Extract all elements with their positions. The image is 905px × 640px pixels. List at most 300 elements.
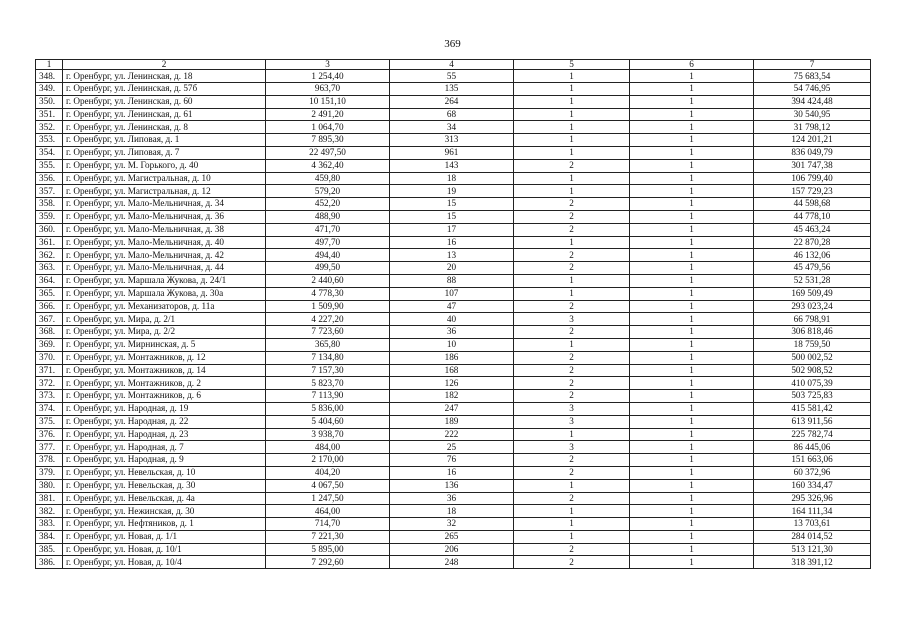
- amount-cell: 75 683,54: [754, 70, 871, 83]
- area-cell: 1 247,50: [266, 492, 390, 505]
- area-cell: 365,80: [266, 338, 390, 351]
- col5-cell: 3: [514, 415, 630, 428]
- count-cell: 247: [390, 402, 514, 415]
- col6-cell: 1: [630, 338, 754, 351]
- col6-cell: 1: [630, 530, 754, 543]
- area-cell: 4 778,30: [266, 287, 390, 300]
- count-cell: 143: [390, 159, 514, 172]
- count-cell: 55: [390, 70, 514, 83]
- address-cell: г. Оренбург, ул. Нежинская, д. 30: [63, 505, 266, 518]
- amount-cell: 66 798,91: [754, 313, 871, 326]
- area-cell: 7 221,30: [266, 530, 390, 543]
- amount-cell: 46 132,06: [754, 249, 871, 262]
- col5-cell: 1: [514, 134, 630, 147]
- col6-cell: 1: [630, 441, 754, 454]
- col6-cell: 1: [630, 274, 754, 287]
- address-cell: г. Оренбург, ул. Маршала Жукова, д. 24/1: [63, 274, 266, 287]
- col5-cell: 1: [514, 287, 630, 300]
- address-cell: г. Оренбург, ул. Невельская, д. 30: [63, 479, 266, 492]
- col5-cell: 2: [514, 454, 630, 467]
- column-header: 2: [63, 60, 266, 70]
- amount-cell: 22 870,28: [754, 236, 871, 249]
- col5-cell: 2: [514, 543, 630, 556]
- col5-cell: 1: [514, 274, 630, 287]
- row-number-cell: 381.: [36, 492, 63, 505]
- col5-cell: 2: [514, 377, 630, 390]
- row-number-cell: 367.: [36, 313, 63, 326]
- amount-cell: 52 531,28: [754, 274, 871, 287]
- table-row: [36, 108, 871, 121]
- table-row: [36, 172, 871, 185]
- count-cell: 126: [390, 377, 514, 390]
- table-row: [36, 338, 871, 351]
- area-cell: 471,70: [266, 223, 390, 236]
- area-cell: 464,00: [266, 505, 390, 518]
- address-cell: г. Оренбург, ул. Липовая, д. 7: [63, 146, 266, 159]
- row-number-cell: 361.: [36, 236, 63, 249]
- amount-cell: 86 445,06: [754, 441, 871, 454]
- column-number-row: [36, 60, 871, 70]
- area-cell: 497,70: [266, 236, 390, 249]
- table-row: [36, 274, 871, 287]
- table-row: [36, 159, 871, 172]
- col6-cell: 1: [630, 134, 754, 147]
- col5-cell: 2: [514, 364, 630, 377]
- amount-cell: 60 372,96: [754, 466, 871, 479]
- address-cell: г. Оренбург, ул. Монтажников, д. 6: [63, 390, 266, 403]
- count-cell: 18: [390, 505, 514, 518]
- count-cell: 206: [390, 543, 514, 556]
- amount-cell: 31 798,12: [754, 121, 871, 134]
- table-row: [36, 390, 871, 403]
- table-row: [36, 95, 871, 108]
- row-number-cell: 378.: [36, 454, 63, 467]
- amount-cell: 45 479,56: [754, 262, 871, 275]
- address-cell: г. Оренбург, ул. Народная, д. 19: [63, 402, 266, 415]
- count-cell: 107: [390, 287, 514, 300]
- address-cell: г. Оренбург, ул. Нефтяников, д. 1: [63, 518, 266, 531]
- table-body: [36, 70, 871, 569]
- amount-cell: 18 759,50: [754, 338, 871, 351]
- row-number-cell: 355.: [36, 159, 63, 172]
- col5-cell: 2: [514, 198, 630, 211]
- col5-cell: 2: [514, 249, 630, 262]
- table-row: [36, 364, 871, 377]
- area-cell: 1 509,90: [266, 300, 390, 313]
- count-cell: 47: [390, 300, 514, 313]
- address-cell: г. Оренбург, ул. Народная, д. 9: [63, 454, 266, 467]
- col5-cell: 2: [514, 262, 630, 275]
- row-number-cell: 351.: [36, 108, 63, 121]
- area-cell: 5 823,70: [266, 377, 390, 390]
- row-number-cell: 359.: [36, 210, 63, 223]
- amount-cell: 613 911,56: [754, 415, 871, 428]
- row-number-cell: 371.: [36, 364, 63, 377]
- row-number-cell: 350.: [36, 95, 63, 108]
- amount-cell: 301 747,38: [754, 159, 871, 172]
- col6-cell: 1: [630, 454, 754, 467]
- col5-cell: 1: [514, 236, 630, 249]
- area-cell: 7 157,30: [266, 364, 390, 377]
- col5-cell: 1: [514, 108, 630, 121]
- address-cell: г. Оренбург, ул. Мало-Мельничная, д. 34: [63, 198, 266, 211]
- amount-cell: 500 002,52: [754, 351, 871, 364]
- row-number-cell: 370.: [36, 351, 63, 364]
- address-cell: г. Оренбург, ул. Невельская, д. 4а: [63, 492, 266, 505]
- col6-cell: 1: [630, 210, 754, 223]
- row-number-cell: 348.: [36, 70, 63, 83]
- col5-cell: 3: [514, 441, 630, 454]
- row-number-cell: 386.: [36, 556, 63, 569]
- col5-cell: 2: [514, 223, 630, 236]
- col5-cell: 1: [514, 428, 630, 441]
- area-cell: 963,70: [266, 83, 390, 96]
- count-cell: 32: [390, 518, 514, 531]
- row-number-cell: 380.: [36, 479, 63, 492]
- area-cell: 1 064,70: [266, 121, 390, 134]
- col5-cell: 1: [514, 505, 630, 518]
- address-cell: г. Оренбург, ул. Невельская, д. 10: [63, 466, 266, 479]
- col5-cell: 2: [514, 556, 630, 569]
- col6-cell: 1: [630, 172, 754, 185]
- address-cell: г. Оренбург, ул. М. Горького, д. 40: [63, 159, 266, 172]
- address-cell: г. Оренбург, ул. Ленинская, д. 18: [63, 70, 266, 83]
- row-number-cell: 373.: [36, 390, 63, 403]
- count-cell: 13: [390, 249, 514, 262]
- amount-cell: 513 121,30: [754, 543, 871, 556]
- col5-cell: 1: [514, 172, 630, 185]
- col6-cell: 1: [630, 505, 754, 518]
- table-row: [36, 543, 871, 556]
- table-row: [36, 236, 871, 249]
- amount-cell: 503 725,83: [754, 390, 871, 403]
- count-cell: 168: [390, 364, 514, 377]
- count-cell: 15: [390, 198, 514, 211]
- address-cell: г. Оренбург, ул. Мало-Мельничная, д. 40: [63, 236, 266, 249]
- row-number-cell: 384.: [36, 530, 63, 543]
- count-cell: 36: [390, 492, 514, 505]
- col5-cell: 2: [514, 351, 630, 364]
- row-number-cell: 363.: [36, 262, 63, 275]
- table-row: [36, 313, 871, 326]
- area-cell: 452,20: [266, 198, 390, 211]
- table-row: [36, 402, 871, 415]
- count-cell: 34: [390, 121, 514, 134]
- table-row: [36, 249, 871, 262]
- col6-cell: 1: [630, 146, 754, 159]
- address-cell: г. Оренбург, ул. Мало-Мельничная, д. 36: [63, 210, 266, 223]
- col6-cell: 1: [630, 159, 754, 172]
- address-cell: г. Оренбург, ул. Монтажников, д. 2: [63, 377, 266, 390]
- amount-cell: 502 908,52: [754, 364, 871, 377]
- area-cell: 484,00: [266, 441, 390, 454]
- amount-cell: 410 075,39: [754, 377, 871, 390]
- count-cell: 10: [390, 338, 514, 351]
- count-cell: 264: [390, 95, 514, 108]
- area-cell: 714,70: [266, 518, 390, 531]
- col6-cell: 1: [630, 351, 754, 364]
- count-cell: 15: [390, 210, 514, 223]
- area-cell: 3 938,70: [266, 428, 390, 441]
- table-row: [36, 146, 871, 159]
- table-row: [36, 262, 871, 275]
- col6-cell: 1: [630, 492, 754, 505]
- row-number-cell: 352.: [36, 121, 63, 134]
- amount-cell: 54 746,95: [754, 83, 871, 96]
- table-row: [36, 492, 871, 505]
- table-row: [36, 377, 871, 390]
- col5-cell: 3: [514, 402, 630, 415]
- area-cell: 2 440,60: [266, 274, 390, 287]
- amount-cell: 394 424,48: [754, 95, 871, 108]
- col5-cell: 2: [514, 492, 630, 505]
- count-cell: 961: [390, 146, 514, 159]
- area-cell: 5 404,60: [266, 415, 390, 428]
- col6-cell: 1: [630, 377, 754, 390]
- col6-cell: 1: [630, 479, 754, 492]
- table-row: [36, 210, 871, 223]
- area-cell: 7 895,30: [266, 134, 390, 147]
- area-cell: 2 170,00: [266, 454, 390, 467]
- col6-cell: 1: [630, 556, 754, 569]
- table-row: [36, 351, 871, 364]
- amount-cell: 44 778,10: [754, 210, 871, 223]
- count-cell: 136: [390, 479, 514, 492]
- col6-cell: 1: [630, 300, 754, 313]
- table-row: [36, 454, 871, 467]
- address-cell: г. Оренбург, ул. Мира, д. 2/2: [63, 326, 266, 339]
- col5-cell: 2: [514, 300, 630, 313]
- col5-cell: 1: [514, 479, 630, 492]
- address-cell: г. Оренбург, ул. Маршала Жукова, д. 30а: [63, 287, 266, 300]
- col5-cell: 2: [514, 466, 630, 479]
- count-cell: 40: [390, 313, 514, 326]
- address-cell: г. Оренбург, ул. Ленинская, д. 8: [63, 121, 266, 134]
- address-cell: г. Оренбург, ул. Новая, д. 10/4: [63, 556, 266, 569]
- count-cell: 189: [390, 415, 514, 428]
- column-header: 6: [630, 60, 754, 70]
- area-cell: 22 497,50: [266, 146, 390, 159]
- count-cell: 19: [390, 185, 514, 198]
- table-row: [36, 415, 871, 428]
- amount-cell: 45 463,24: [754, 223, 871, 236]
- amount-cell: 318 391,12: [754, 556, 871, 569]
- table-row: [36, 530, 871, 543]
- table-row: [36, 83, 871, 96]
- table-row: [36, 223, 871, 236]
- count-cell: 36: [390, 326, 514, 339]
- col5-cell: 1: [514, 83, 630, 96]
- count-cell: 265: [390, 530, 514, 543]
- count-cell: 16: [390, 466, 514, 479]
- address-cell: г. Оренбург, ул. Народная, д. 7: [63, 441, 266, 454]
- address-cell: г. Оренбург, ул. Новая, д. 10/1: [63, 543, 266, 556]
- row-number-cell: 385.: [36, 543, 63, 556]
- table-row: [36, 428, 871, 441]
- amount-cell: 30 540,95: [754, 108, 871, 121]
- col6-cell: 1: [630, 185, 754, 198]
- count-cell: 182: [390, 390, 514, 403]
- col6-cell: 1: [630, 83, 754, 96]
- area-cell: 7 134,80: [266, 351, 390, 364]
- count-cell: 18: [390, 172, 514, 185]
- count-cell: 25: [390, 441, 514, 454]
- amount-cell: 13 703,61: [754, 518, 871, 531]
- address-cell: г. Оренбург, ул. Магистральная, д. 10: [63, 172, 266, 185]
- area-cell: 579,20: [266, 185, 390, 198]
- row-number-cell: 375.: [36, 415, 63, 428]
- col5-cell: 1: [514, 95, 630, 108]
- count-cell: 248: [390, 556, 514, 569]
- row-number-cell: 382.: [36, 505, 63, 518]
- address-cell: г. Оренбург, ул. Народная, д. 23: [63, 428, 266, 441]
- address-cell: г. Оренбург, ул. Монтажников, д. 14: [63, 364, 266, 377]
- row-number-cell: 354.: [36, 146, 63, 159]
- address-cell: г. Оренбург, ул. Магистральная, д. 12: [63, 185, 266, 198]
- col5-cell: 2: [514, 390, 630, 403]
- col6-cell: 1: [630, 108, 754, 121]
- col6-cell: 1: [630, 326, 754, 339]
- count-cell: 222: [390, 428, 514, 441]
- row-number-cell: 372.: [36, 377, 63, 390]
- address-cell: г. Оренбург, ул. Механизаторов, д. 11а: [63, 300, 266, 313]
- amount-cell: 157 729,23: [754, 185, 871, 198]
- col6-cell: 1: [630, 402, 754, 415]
- col6-cell: 1: [630, 428, 754, 441]
- area-cell: 4 362,40: [266, 159, 390, 172]
- col6-cell: 1: [630, 121, 754, 134]
- address-cell: г. Оренбург, ул. Монтажников, д. 12: [63, 351, 266, 364]
- col6-cell: 1: [630, 262, 754, 275]
- row-number-cell: 376.: [36, 428, 63, 441]
- count-cell: 16: [390, 236, 514, 249]
- col5-cell: 1: [514, 518, 630, 531]
- page-number: 369: [444, 38, 461, 50]
- table-row: [36, 479, 871, 492]
- register-table: [35, 59, 871, 569]
- table-row: [36, 441, 871, 454]
- row-number-cell: 365.: [36, 287, 63, 300]
- table-row: [36, 70, 871, 83]
- amount-cell: 836 049,79: [754, 146, 871, 159]
- table-row: [36, 505, 871, 518]
- table-row: [36, 287, 871, 300]
- count-cell: 17: [390, 223, 514, 236]
- area-cell: 1 254,40: [266, 70, 390, 83]
- column-header: 5: [514, 60, 630, 70]
- row-number-cell: 357.: [36, 185, 63, 198]
- col6-cell: 1: [630, 236, 754, 249]
- table-row: [36, 198, 871, 211]
- amount-cell: 106 799,40: [754, 172, 871, 185]
- column-header: 1: [36, 60, 63, 70]
- area-cell: 459,80: [266, 172, 390, 185]
- col6-cell: 1: [630, 466, 754, 479]
- area-cell: 5 836,00: [266, 402, 390, 415]
- row-number-cell: 377.: [36, 441, 63, 454]
- col6-cell: 1: [630, 198, 754, 211]
- amount-cell: 415 581,42: [754, 402, 871, 415]
- row-number-cell: 383.: [36, 518, 63, 531]
- count-cell: 68: [390, 108, 514, 121]
- address-cell: г. Оренбург, ул. Мира, д. 2/1: [63, 313, 266, 326]
- row-number-cell: 369.: [36, 338, 63, 351]
- address-cell: г. Оренбург, ул. Липовая, д. 1: [63, 134, 266, 147]
- area-cell: 5 895,00: [266, 543, 390, 556]
- amount-cell: 306 818,46: [754, 326, 871, 339]
- col5-cell: 1: [514, 146, 630, 159]
- row-number-cell: 360.: [36, 223, 63, 236]
- amount-cell: 124 201,21: [754, 134, 871, 147]
- col6-cell: 1: [630, 95, 754, 108]
- amount-cell: 44 598,68: [754, 198, 871, 211]
- row-number-cell: 356.: [36, 172, 63, 185]
- table-row: [36, 466, 871, 479]
- address-cell: г. Оренбург, ул. Народная, д. 22: [63, 415, 266, 428]
- col6-cell: 1: [630, 543, 754, 556]
- row-number-cell: 374.: [36, 402, 63, 415]
- count-cell: 186: [390, 351, 514, 364]
- amount-cell: 169 509,49: [754, 287, 871, 300]
- area-cell: 4 067,50: [266, 479, 390, 492]
- address-cell: г. Оренбург, ул. Ленинская, д. 57б: [63, 83, 266, 96]
- column-header: 4: [390, 60, 514, 70]
- count-cell: 313: [390, 134, 514, 147]
- col5-cell: 2: [514, 210, 630, 223]
- area-cell: 7 113,90: [266, 390, 390, 403]
- amount-cell: 295 326,96: [754, 492, 871, 505]
- table-row: [36, 300, 871, 313]
- count-cell: 76: [390, 454, 514, 467]
- row-number-cell: 349.: [36, 83, 63, 96]
- address-cell: г. Оренбург, ул. Мало-Мельничная, д. 42: [63, 249, 266, 262]
- col6-cell: 1: [630, 415, 754, 428]
- row-number-cell: 368.: [36, 326, 63, 339]
- col6-cell: 1: [630, 223, 754, 236]
- area-cell: 7 292,60: [266, 556, 390, 569]
- amount-cell: 225 782,74: [754, 428, 871, 441]
- area-cell: 488,90: [266, 210, 390, 223]
- address-cell: г. Оренбург, ул. Ленинская, д. 60: [63, 95, 266, 108]
- area-cell: 499,50: [266, 262, 390, 275]
- col5-cell: 1: [514, 121, 630, 134]
- address-cell: г. Оренбург, ул. Новая, д. 1/1: [63, 530, 266, 543]
- area-cell: 2 491,20: [266, 108, 390, 121]
- count-cell: 88: [390, 274, 514, 287]
- amount-cell: 160 334,47: [754, 479, 871, 492]
- col5-cell: 1: [514, 338, 630, 351]
- col5-cell: 1: [514, 70, 630, 83]
- row-number-cell: 362.: [36, 249, 63, 262]
- area-cell: 404,20: [266, 466, 390, 479]
- address-cell: г. Оренбург, ул. Мало-Мельничная, д. 38: [63, 223, 266, 236]
- column-header: 3: [266, 60, 390, 70]
- column-header: 7: [754, 60, 871, 70]
- row-number-cell: 364.: [36, 274, 63, 287]
- row-number-cell: 379.: [36, 466, 63, 479]
- address-cell: г. Оренбург, ул. Мирнинская, д. 5: [63, 338, 266, 351]
- area-cell: 7 723,60: [266, 326, 390, 339]
- count-cell: 20: [390, 262, 514, 275]
- table-row: [36, 326, 871, 339]
- col6-cell: 1: [630, 364, 754, 377]
- row-number-cell: 366.: [36, 300, 63, 313]
- area-cell: 494,40: [266, 249, 390, 262]
- amount-cell: 164 111,34: [754, 505, 871, 518]
- col6-cell: 1: [630, 287, 754, 300]
- table-row: [36, 121, 871, 134]
- col6-cell: 1: [630, 249, 754, 262]
